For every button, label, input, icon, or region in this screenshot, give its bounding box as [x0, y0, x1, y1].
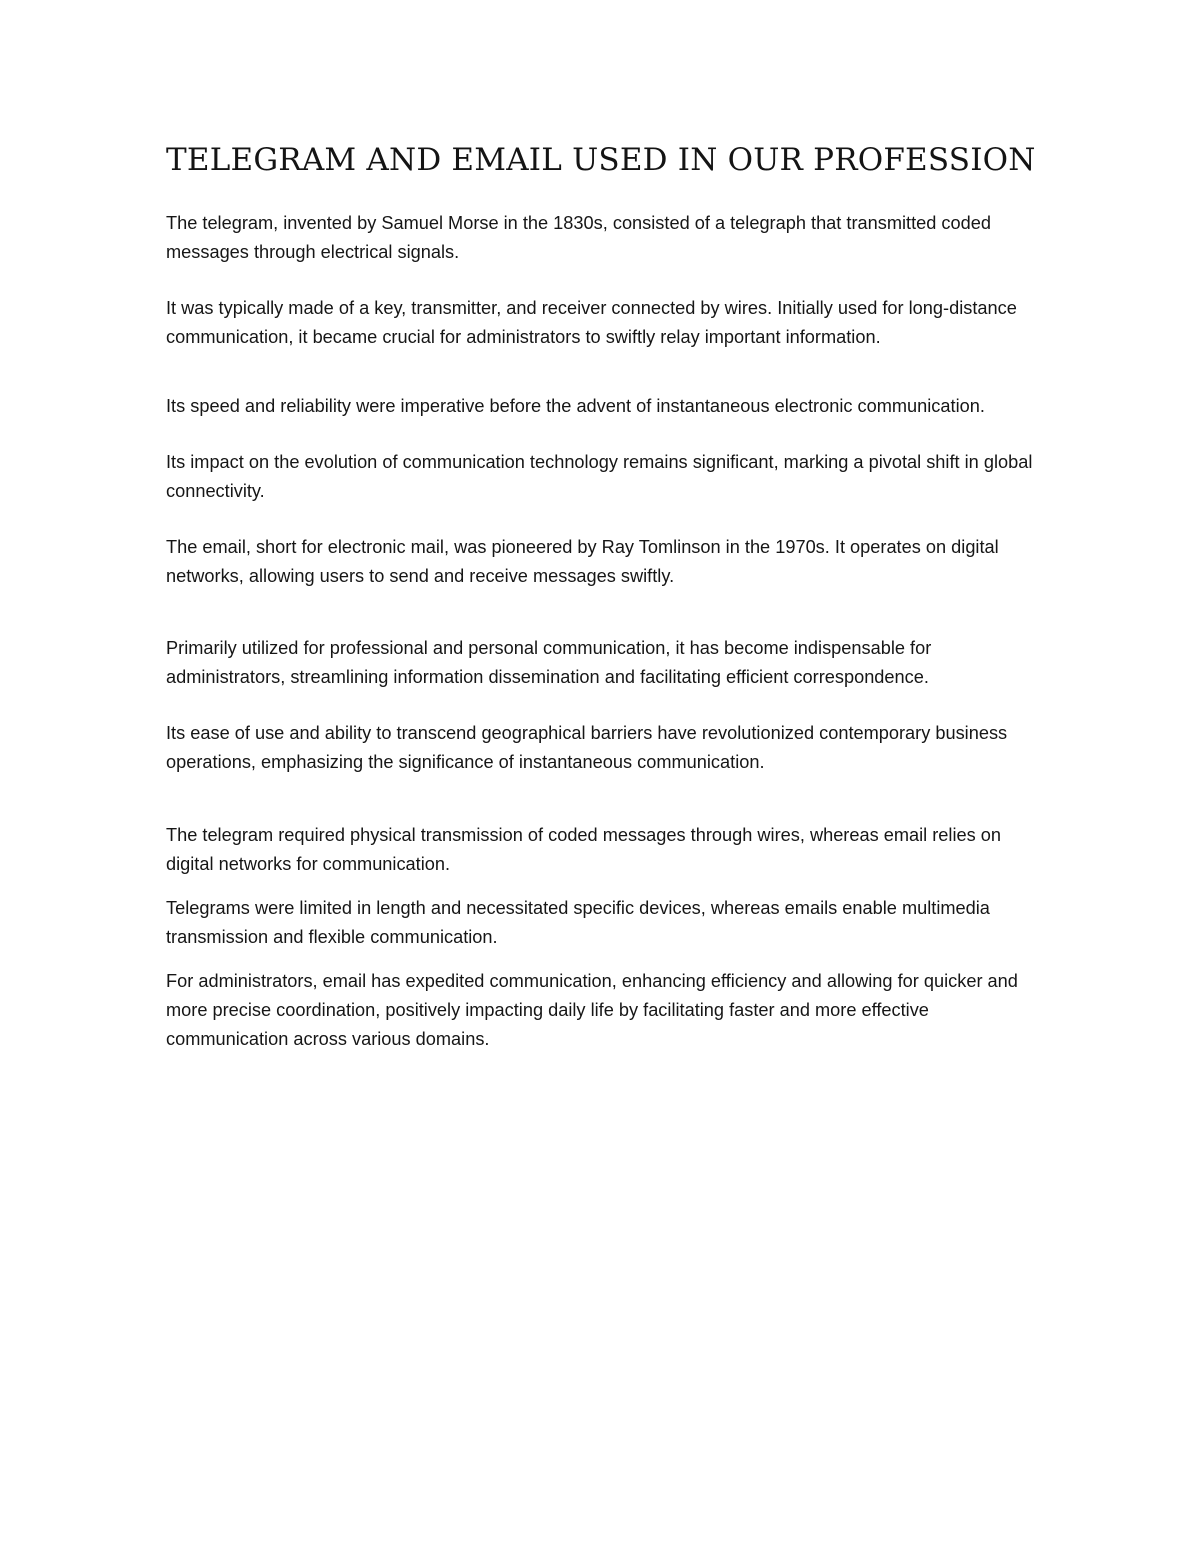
paragraph-telegram-components: It was typically made of a key, transmitter, and receiver connected by wires. Initially used for long-distance communication, it became crucial for administrators to swiftly relay important information. — [166, 298, 1017, 347]
paragraph-conclusion: For administrators, email has expedited communication, enhancing efficiency and allowing for quicker and more precise coordination, positively impacting daily life by facilitating faster and more effective communication across various domains. — [166, 971, 1018, 1049]
paragraph-email-usage: Primarily utilized for professional and personal communication, it has become indispensable for administrators, streamlining information dissemination and facilitating efficient correspondence. — [166, 638, 932, 687]
paragraph-email-intro: The email, short for electronic mail, was pioneered by Ray Tomlinson in the 1970s. It operates on digital networks, allowing users to send and receive messages swiftly. — [166, 537, 999, 586]
document-body — [166, 138, 1046, 1054]
paragraph-telegram-impact: Its impact on the evolution of communication technology remains significant, marking a pivotal shift in global connectivity. — [166, 452, 1033, 501]
paragraph-telegram-speed: Its speed and reliability were imperative before the advent of instantaneous electronic communication. — [166, 396, 985, 416]
paragraph-email-ease: Its ease of use and ability to transcend geographical barriers have revolutionized contemporary business operations, emphasizing the significance of instantaneous communication. — [166, 723, 1008, 772]
paragraph-telegram-intro: The telegram, invented by Samuel Morse in the 1830s, consisted of a telegraph that transmitted coded messages through electrical signals. — [166, 213, 991, 262]
paragraph-comparison-transmission: The telegram required physical transmission of coded messages through wires, whereas email relies on digital networks for communication. — [166, 825, 1001, 874]
paragraph-comparison-length: Telegrams were limited in length and necessitated specific devices, whereas emails enable multimedia transmission and flexible communication. — [166, 898, 990, 947]
document-title: TELEGRAM AND EMAIL USED IN OUR PROFESSION — [166, 142, 1036, 178]
